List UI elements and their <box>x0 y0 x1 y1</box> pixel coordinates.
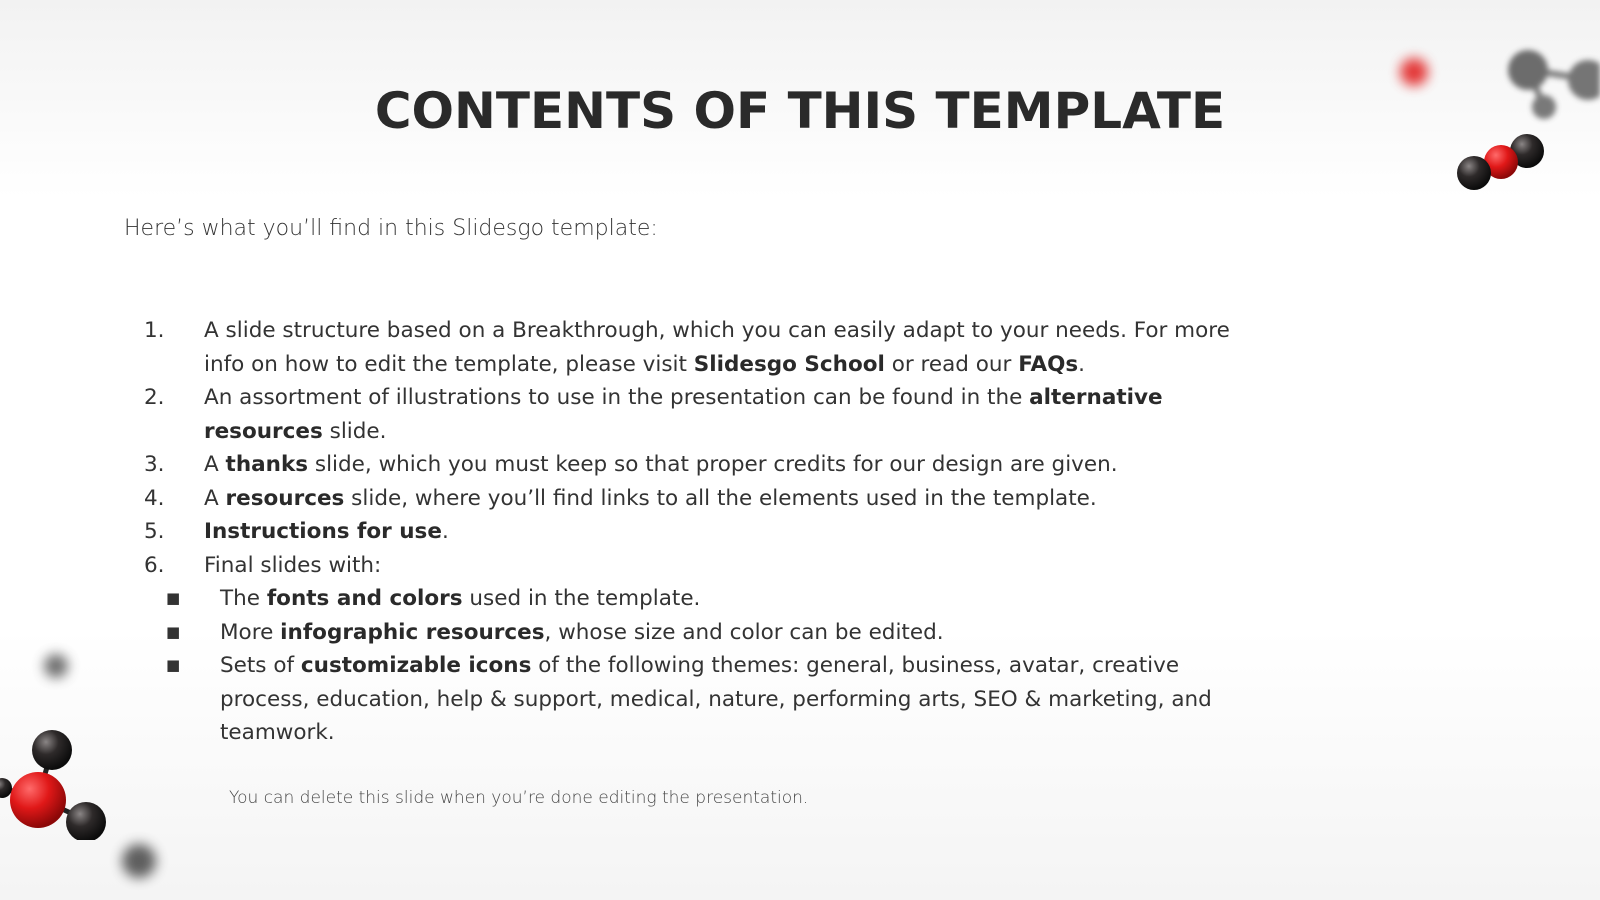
slidesgo-school-link[interactable]: Slidesgo School <box>693 351 885 377</box>
list-number: 4. <box>144 485 165 511</box>
list-item <box>140 515 1270 549</box>
blurred-atom-icon <box>36 646 76 686</box>
item-text: The <box>220 586 267 611</box>
item-text: slide. <box>322 418 387 444</box>
list-item <box>140 381 1270 448</box>
footer-note: You can delete this slide when you’re done editing the presentation. <box>229 788 809 808</box>
sub-list-item <box>140 582 1270 616</box>
item-text: A slide structure based on a Breakthrough, which you can easily adapt to your needs. For more info on how to edit the template, please visit <box>204 318 1230 377</box>
contents-list <box>140 314 1270 750</box>
blurred-atom-icon <box>114 836 164 886</box>
sub-list <box>140 582 1270 750</box>
molecule-icon <box>1455 132 1545 194</box>
item-bold-text: fonts and colors <box>266 586 463 611</box>
item-text: of the following themes: general, business, avatar, creative process, education, help & support, medical, nature, performing arts, SEO & marketing, and teamwork. <box>220 653 1212 745</box>
intro-text: Here’s what you’ll find in this Slidesgo template: <box>124 216 658 241</box>
item-text: . <box>441 519 449 544</box>
item-text: A <box>204 452 226 477</box>
list-item <box>140 482 1270 516</box>
list-item <box>140 314 1270 381</box>
square-bullet-icon: ■ <box>166 656 181 674</box>
item-text: used in the template. <box>462 586 701 611</box>
item-text: More <box>220 619 281 645</box>
list-item <box>140 448 1270 482</box>
item-bold-text: infographic resources <box>280 619 545 645</box>
list-number: 1. <box>144 318 165 343</box>
list-number: 5. <box>144 519 165 544</box>
item-bold-text: alternative resources <box>204 385 1163 444</box>
item-text: An assortment of illustrations to use in the presentation can be found in the <box>204 385 1030 410</box>
item-text: , whose size and color can be edited. <box>544 619 944 645</box>
sub-list-item <box>140 649 1270 750</box>
square-bullet-icon: ■ <box>166 589 181 607</box>
item-bold-text: resources <box>225 485 345 511</box>
list-item <box>140 549 1270 750</box>
item-bold-text: Instructions for use <box>204 519 442 544</box>
item-text: or read our <box>884 351 1019 377</box>
item-bold-text: customizable icons <box>300 653 532 678</box>
item-text: A <box>204 485 226 511</box>
item-text: slide, where you’ll find links to all the elements used in the template. <box>344 485 1097 511</box>
molecule-icon <box>0 728 110 840</box>
list-number: 3. <box>144 452 165 477</box>
page-title: CONTENTS OF THIS TEMPLATE <box>374 82 1226 140</box>
item-text: . <box>1078 351 1086 377</box>
square-bullet-icon: ■ <box>166 622 181 641</box>
item-text: slide, which you must keep so that proper credits for our design are given. <box>308 452 1118 477</box>
item-bold-text: thanks <box>225 452 309 477</box>
faqs-link[interactable]: FAQs <box>1018 351 1079 377</box>
sub-list-item <box>140 616 1270 650</box>
list-number: 2. <box>144 385 165 410</box>
item-text: Final slides with: <box>204 552 382 578</box>
item-text: Sets of <box>220 653 301 678</box>
list-number: 6. <box>144 552 165 578</box>
